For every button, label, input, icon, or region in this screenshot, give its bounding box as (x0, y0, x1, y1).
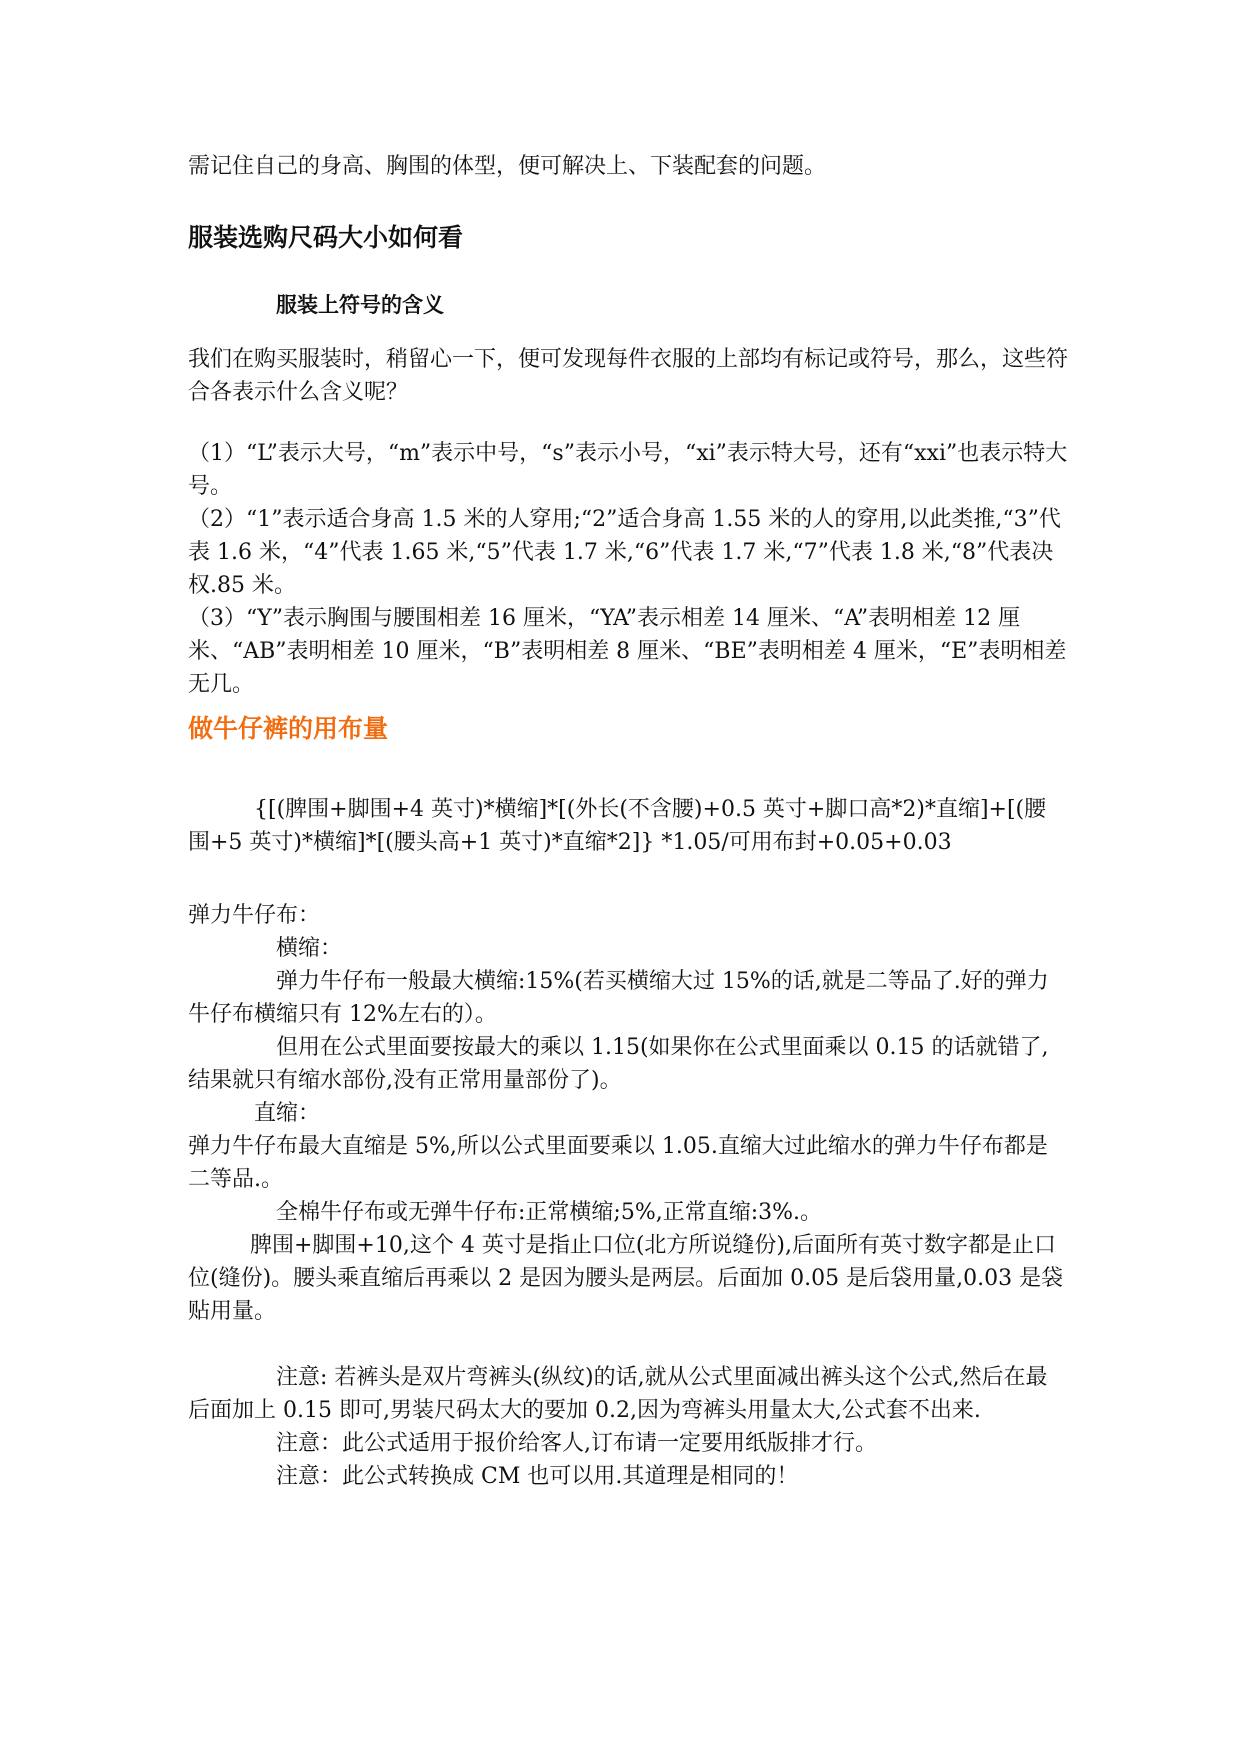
vertical-shrink-text: 弹力牛仔布最大直缩是 5%,所以公式里面要乘以 1.05.直缩大过此缩水的弹力牛仔布都是二等品.。 (188, 1134, 1048, 1192)
horizontal-shrink-text: 弹力牛仔布一般最大横缩:15%(若买横缩大过 15%的话,就是二等品了.好的弹力牛仔布横缩只有 12%左右的）。 (188, 969, 1049, 1027)
heading-jeans-fabric: 做牛仔裤的用布量 (188, 714, 389, 743)
horizontal-shrink-note: 但用在公式里面要按最大的乘以 1.15(如果你在公式里面乘以 0.15 的话就错了,结果就只有缩水部份,没有正常用量部份了)。 (188, 1035, 1049, 1093)
fabric-formula: {[(脾围+脚围+4 英寸)*横缩]*[(外长(不含腰)+0.5 英寸+脚口高*2)*直缩]+[(腰围+5 英寸)*横缩]*[(腰头高+1 英寸)*直缩*2]} *1.05/可用布封+0.05+0.03 (188, 797, 1047, 855)
note-cm-conversion: 注意：此公式转换成 CM 也可以用.其道理是相同的！ (276, 1464, 799, 1489)
cotton-denim-text: 全棉牛仔布或无弹牛仔布:正常横缩;5%,正常直缩:3%.。 (276, 1200, 823, 1225)
horizontal-shrink-title: 横缩： (276, 936, 343, 961)
note-quotation-only: 注意：此公式适用于报价给客人,订布请一定要用纸版排才行。 (276, 1431, 877, 1456)
symbols-item-3: （3）“Y”表示胸围与腰围相差 16 厘米，“YA”表示相差 14 厘米、“A”表明相差 12 厘米、“AB”表明相差 10 厘米，“B”表明相差 8 厘米、“BE”表明相差 4 厘米，“E”表明相差无几。 (188, 606, 1067, 697)
symbols-item-2: （2）“1”表示适合身高 1.5 米的人穿用;“2”适合身高 1.55 米的人的穿用,以此类推,“3”代表 1.6 米，“4”代表 1.65 米,“5”代表 1.7 米,“6”代表 1.7 米,“7”代表 1.8 米,“8”代表决权.85 米。 (188, 507, 1061, 598)
stretch-denim-title: 弹力牛仔布： (188, 903, 321, 928)
vertical-shrink-title: 直缩： (254, 1101, 321, 1126)
heading-size-guide: 服装选购尺码大小如何看 (188, 223, 464, 252)
document-page (188, 150, 1068, 1493)
allowance-explanation: 脾围+脚围+10,这个 4 英寸是指止口位(北方所说缝份),后面所有英寸数字都是止口位(缝份)。腰头乘直缩后再乘以 2 是因为腰头是两层。后面加 0.05 是后袋用量,0.03 是袋贴用量。 (188, 1233, 1064, 1324)
intro-paragraph: 需记住自己的身高、胸围的体型，便可解决上、下装配套的问题。 (188, 154, 827, 179)
subheading-symbols: 服装上符号的含义 (276, 293, 444, 317)
note-curved-waistband: 注意: 若裤头是双片弯裤头(纵纹)的话,就从公式里面减出裤头这个公式,然后在最后面加上 0.15 即可,男装尺码太大的要加 0.2,因为弯裤头用量太大,公式套不出来. (188, 1365, 1048, 1423)
symbols-intro-paragraph: 我们在购买服装时，稍留心一下，便可发现每件衣服的上部均有标记或符号，那么，这些符合各表示什么含义呢？ (188, 347, 1069, 405)
symbols-item-1: （1）“L”表示大号，“m”表示中号，“s”表示小号，“xi”表示特大号，还有“xxi”也表示特大号。 (188, 441, 1068, 499)
